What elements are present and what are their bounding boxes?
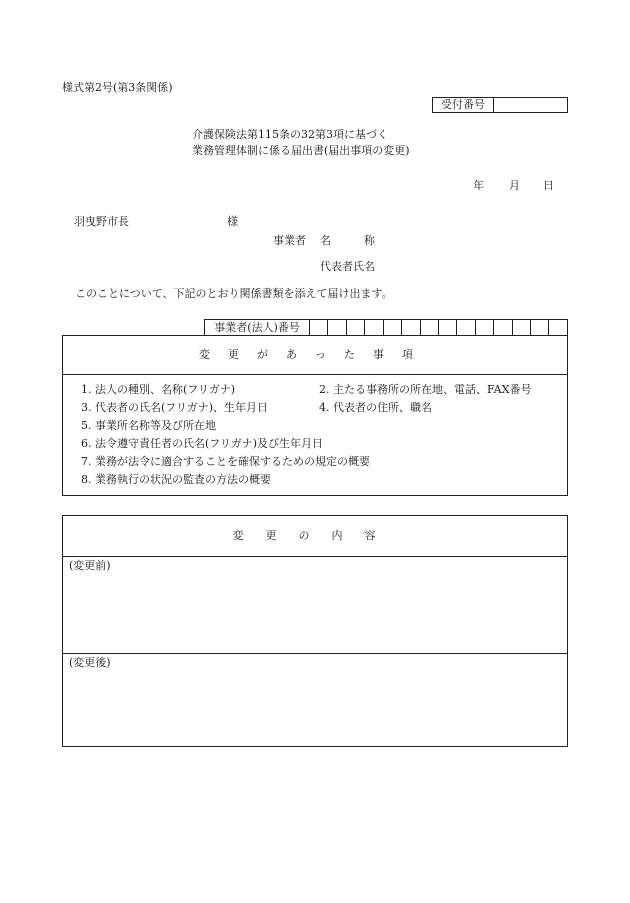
reception-number-box	[432, 97, 568, 113]
business-number-cell[interactable]	[421, 320, 439, 335]
business-number-cell[interactable]	[457, 320, 475, 335]
before-change-label: (変更前)	[69, 559, 111, 572]
change-item-5: 5. 事業所名称等及び所在地	[81, 419, 216, 432]
date-year: 年	[473, 179, 484, 192]
date-month: 月	[509, 179, 520, 192]
title-line-2: 業務管理体制に係る届出書(届出事項の変更)	[192, 144, 410, 157]
change-contents-box	[62, 515, 568, 747]
change-item-6: 6. 法令遵守責任者の氏名(フリガナ)及び生年月日	[81, 437, 324, 450]
reception-number-label: 受付番号	[433, 98, 494, 112]
business-number-cell[interactable]	[531, 320, 549, 335]
addressee-honorific: 様	[227, 215, 238, 228]
changed-items-header: 変更があった事項	[63, 336, 567, 375]
business-number-cell[interactable]	[328, 320, 346, 335]
changed-items-box	[62, 335, 568, 496]
business-number-cell[interactable]	[439, 320, 457, 335]
change-contents-header: 変更の内容	[63, 516, 567, 557]
business-number-cell[interactable]	[476, 320, 494, 335]
business-number-cell[interactable]	[365, 320, 383, 335]
business-number-cell[interactable]	[384, 320, 402, 335]
business-number-cell[interactable]	[549, 320, 566, 335]
business-number-label: 事業者(法人)番号	[205, 320, 310, 335]
change-item-4: 4. 代表者の住所、職名	[319, 401, 432, 414]
change-item-1: 1. 法人の種別、名称(フリガナ)	[81, 383, 236, 396]
business-number-row	[204, 319, 568, 335]
change-item-2: 2. 主たる事務所の所在地、電話、FAX番号	[319, 383, 532, 396]
change-item-7: 7. 業務が法令に適合することを確保するための規定の概要	[81, 455, 370, 468]
addressee-name: 羽曳野市長	[74, 215, 129, 228]
submitter-role: 事業者	[273, 234, 306, 247]
change-item-3: 3. 代表者の氏名(フリガナ)、生年月日	[81, 401, 269, 414]
business-number-cell[interactable]	[494, 320, 512, 335]
statement-text: このことについて、下記のとおり関係書類を添えて届け出ます。	[75, 287, 393, 300]
form-label: 様式第2号(第3条関係)	[62, 81, 173, 94]
business-number-cell[interactable]	[402, 320, 420, 335]
business-number-cell[interactable]	[310, 320, 328, 335]
business-number-cells	[310, 320, 567, 335]
title-line-1: 介護保険法第115条の32第3項に基づく	[192, 128, 388, 141]
reception-number-field[interactable]	[494, 98, 567, 112]
date-day: 日	[543, 179, 554, 192]
submitter-name-label: 名 称	[320, 234, 375, 247]
change-item-8: 8. 業務執行の状況の監査の方法の概要	[81, 473, 271, 486]
representative-name-label: 代表者氏名	[320, 260, 375, 273]
before-change-section[interactable]	[63, 557, 567, 654]
after-change-label: (変更後)	[69, 656, 111, 669]
business-number-cell[interactable]	[513, 320, 531, 335]
business-number-cell[interactable]	[347, 320, 365, 335]
